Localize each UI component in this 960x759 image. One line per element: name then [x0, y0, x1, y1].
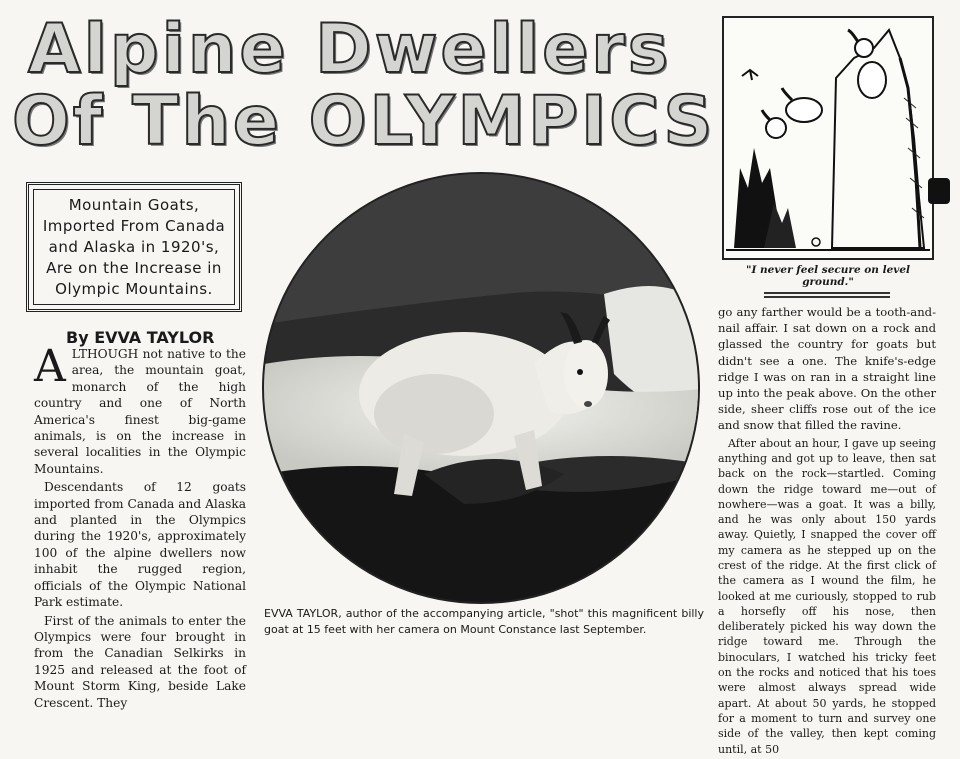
paragraph: Descendants of 12 goats imported from Canada and Alaska and planted in the Olympics during the 1920's, approximately 100 of the alpine dwellers now inhabit the rugged region, officials of the Olympic National Park estimate.: [34, 480, 246, 610]
paragraph: go any farther would be a tooth-and-nail affair. I sat down on a rock and glassed the country for goats but didn't see a one. The knife's-edge ridge I was on ran in a straight line up into the peak above. On the other side, sheer cliffs rose out of the ice and snow that filled the ravine.: [718, 305, 936, 433]
headline: [10, 10, 716, 161]
right-column: [718, 304, 936, 759]
headline-line-2: Of The OLYMPICS: [12, 82, 716, 161]
left-column: [34, 341, 246, 713]
subhead-text: Mountain Goats, Imported From Canada and Alaska in 1920's, Are on the Increase in Olympic Mountains.: [33, 189, 235, 305]
cartoon-caption: "I never feel secure on level ground.": [745, 264, 911, 288]
cartoon-panel: [722, 16, 934, 260]
divider-rule: [764, 292, 890, 298]
goat-photo: [262, 172, 700, 604]
paragraph-text: LTHOUGH not native to the area, the mountain goat, monarch of the high country and one of North America's finest big-game animals, is on the increase in several localities in the Olympic Mountains.: [34, 347, 246, 476]
subhead-box: [26, 182, 242, 312]
paragraph: First of the animals to enter the Olympics were four brought in from the Canadian Selkirks in 1925 and released at the foot of Mount Storm King, beside Lake Crescent. They: [34, 613, 246, 710]
headline-line-1: Alpine Dwellers: [28, 10, 672, 89]
photo-caption: EVVA TAYLOR, author of the accompanying article, "shot" this magnificent billy goat at 15 feet with her camera on Mount Constance last September.: [264, 607, 704, 636]
page-edge-mark: [928, 178, 950, 204]
paragraph: [34, 341, 246, 477]
dropcap: A: [34, 341, 66, 392]
paragraph: After about an hour, I gave up seeing anything and got up to leave, then sat back on the rock—startled. Coming down the ridge toward me—out of nowhere—was a goat. It was a billy, and he was only about 150 yards away. Quietly, I snapped the cover off my camera as he stepped up on the crest of the ridge. At the first click of the camera as I wound the film, he looked at me curiously, stopped to rub a horsefly off his nose, then deliberately picked his way down the ridge toward me. Through the binoculars, I watched his tricky feet on the rocks and noticed that his toes were almost always spread wide apart. At about 50 yards, he stopped for a moment to turn and survey one side of the valley, then kept coming until, at 50: [718, 436, 936, 756]
byline: By EVVA TAYLOR: [66, 328, 215, 347]
mountain-goat-illustration: [264, 174, 700, 604]
goat-cartoon-drawing: [724, 18, 932, 258]
